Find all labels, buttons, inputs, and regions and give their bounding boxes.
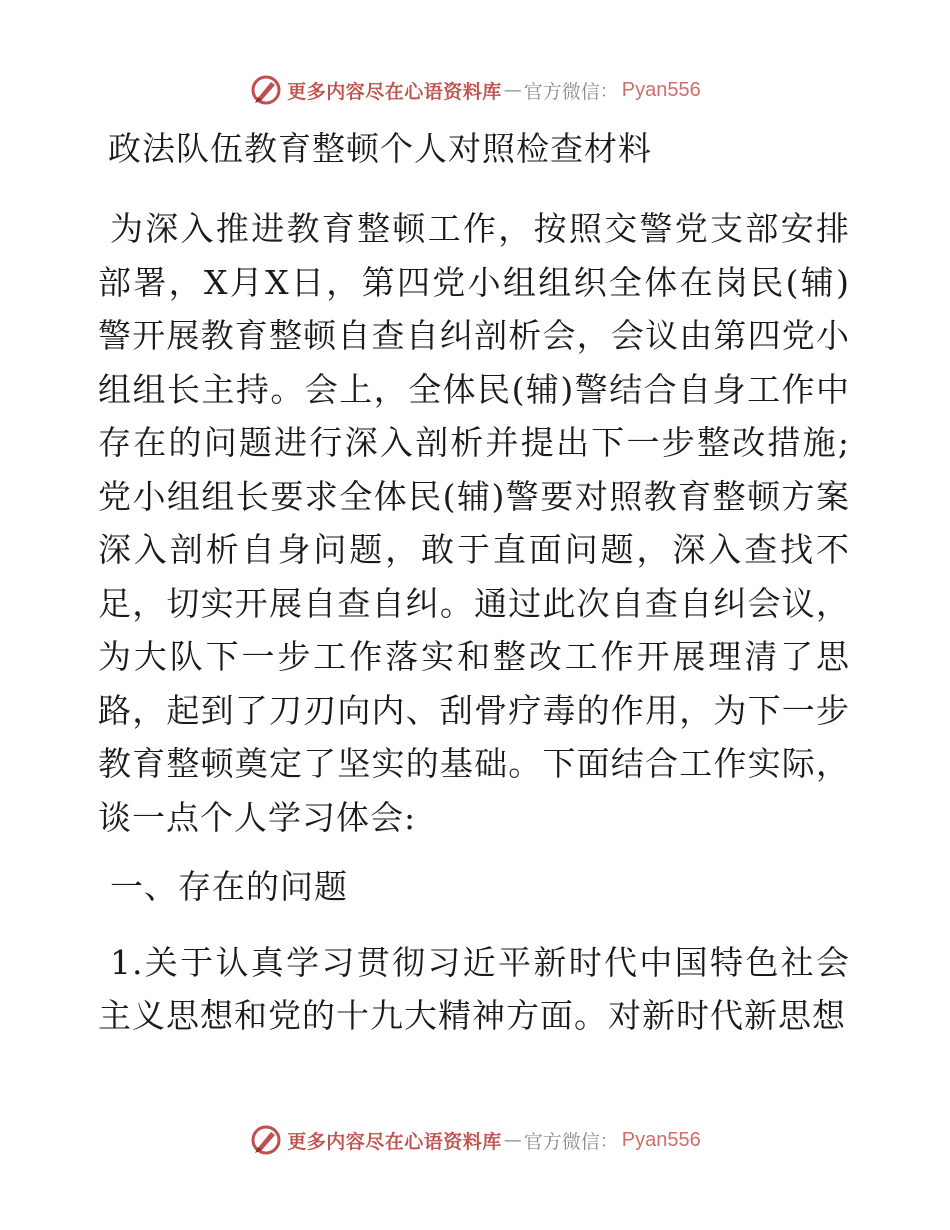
- watermark-footer: [0, 1120, 950, 1160]
- document-title: 政法队伍教育整顿个人对照检查材料: [108, 129, 652, 168]
- watermark-colon: ：: [599, 1131, 618, 1152]
- watermark-brand: 更多内容尽在心语资料库: [287, 1130, 502, 1153]
- watermark-header: [0, 70, 950, 110]
- pen-logo-icon: [249, 73, 283, 107]
- pen-logo-icon: [249, 1123, 283, 1157]
- watermark-wechat-id: Pyan556: [621, 78, 701, 101]
- watermark-label: 官方微信: [523, 80, 600, 103]
- watermark-brand: 更多内容尽在心语资料库: [287, 80, 502, 103]
- item-paragraph: 1.关于认真学习贯彻习近平新时代中国特色社会主义思想和党的十九大精神方面。对新时代新思想: [98, 942, 850, 1035]
- watermark-separator: —: [503, 79, 522, 101]
- document-body: [98, 124, 850, 1043]
- intro-paragraph: 为深入推进教育整顿工作，按照交警党支部安排部署，X月X日，第四党小组组织全体在岗民(辅)警开展教育整顿自查自纠剖析会，会议由第四党小组组长主持。会上，全体民(辅)警结合自身工作中存在的问题进行深入剖析并提出下一步整改措施;党小组组长要求全体民(辅)警要对照教育整顿方案深入剖析自身问题，敢于直面问题，深入查找不足，切实开展自查自纠。通过此次自查自纠会议，为大队下一步工作落实和整改工作开展理清了思路，起到了刀刃向内、刮骨疗毒的作用，为下一步教育整顿奠定了坚实的基础。下面结合工作实际，谈一点个人学习体会:: [98, 209, 850, 837]
- watermark-wechat-id: Pyan556: [621, 1128, 701, 1151]
- watermark-separator: —: [503, 1129, 522, 1151]
- watermark-colon: ：: [599, 81, 618, 102]
- section-heading: 一、存在的问题: [110, 867, 348, 906]
- watermark-label: 官方微信: [523, 1130, 600, 1153]
